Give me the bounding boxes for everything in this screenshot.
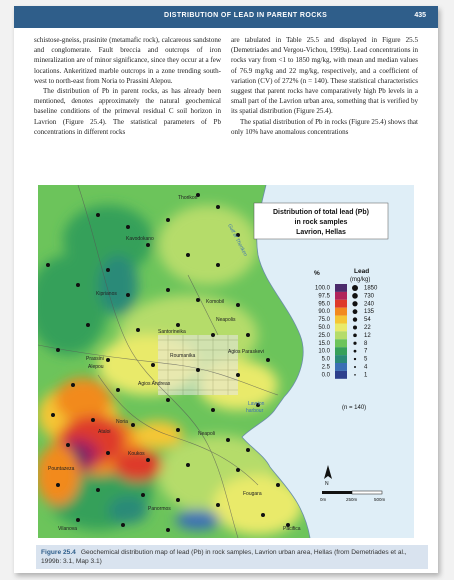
legend-percent: 50.0 [318,325,330,331]
svg-text:0m: 0m [320,497,327,502]
place-label: Pacifica [283,526,301,532]
legend-value: 22 [364,325,371,331]
place-label: Ataloi [98,429,111,435]
place-label: Fougara [243,491,262,497]
legend-value: 8 [364,340,368,347]
svg-text:500m: 500m [374,497,386,502]
paragraph: The spatial distribution of Pb in rocks (Figure 25.4) shows that only 10% have anomalous concentrations [231,117,418,136]
legend-value: 1 [364,372,368,379]
legend-symbol [353,325,357,329]
place-label: Agios Andreas [138,381,171,387]
running-header-title: DISTRIBUTION OF LEAD IN PARENT ROCKS [164,12,328,19]
legend-percent: 2.5 [321,364,330,371]
legend-percent-header: % [314,270,320,277]
legend-percent: 25.0 [318,332,330,339]
text-column-right [231,35,418,137]
map-title-line: in rock samples [294,219,348,226]
legend-swatch [335,371,347,379]
legend-swatch [335,324,347,332]
legend-value: 240 [364,301,375,308]
legend-symbol [353,334,357,338]
running-header [14,6,438,28]
place-label: Agios Paraskevi [228,349,264,355]
legend-value: 4 [364,364,368,371]
place-label: Pountazeza [48,466,75,472]
paragraph: The distribution of Pb in parent rocks, as has already been mentioned, denotes approximately the natural geochemical baseline conditions of the primeval residual C soil horizon in Lavrion (Figure 25.4). The statistical parameters of Pb concentrations in different rocks [34,87,221,136]
legend-value: 12 [364,332,371,339]
legend-percent: 97.5 [318,293,330,300]
legend-swatch [335,284,347,292]
legend-swatch [335,292,347,300]
place-label: Roumanika [170,353,196,359]
place-label: Komobil [206,299,225,305]
legend-percent: 5.0 [321,356,330,363]
legend-swatch [335,316,347,324]
text-column-left [34,35,221,137]
legend-value: 1850 [364,285,378,292]
legend-swatch [335,347,347,355]
legend-symbol [353,342,356,345]
legend-value: 7 [364,348,368,355]
place-label: Alepou [88,364,104,370]
paragraph: schistose-gneiss, prasinite (metamafic rock), calcareous sandstone and conglomerate. Fault breccia and outcrops of iron mineralization are of minor significance, since they occur at a few locations. Ankeritized marble outcrops in a zone trending south-west to north-east from Noria to Prassini Alepou. [34,36,221,85]
legend-value: 5 [364,356,368,363]
legend-symbol [352,301,357,306]
legend-percent: 90.0 [318,309,330,316]
place-label: Kiprianos [96,291,117,297]
figure-label: Figure 25.4 [41,549,76,556]
legend-symbol [353,317,357,321]
place-label: Prassini [86,356,104,362]
legend-symbol [354,374,356,376]
place-label: Vilanova [58,526,78,532]
place-label: Thorikon [178,195,198,201]
place-label: Kavodokano [126,236,154,242]
place-label: harbour [246,408,264,414]
place-label: Neapolis [216,317,236,323]
legend-symbol [352,285,358,291]
legend-percent: 100.0 [314,285,330,292]
legend-symbol [354,366,356,368]
legend-swatch [335,339,347,347]
map-title-line: Lavrion, Hellas [296,229,346,236]
svg-text:250m: 250m [346,497,358,502]
legend-swatch [335,355,347,363]
legend-symbol [354,350,357,353]
legend-percent: 10.0 [318,348,330,355]
page-number: 435 [414,12,426,19]
map-svg [38,185,414,538]
legend-swatch [335,363,347,371]
figure-caption [36,545,428,569]
place-label: Santorineika [158,329,186,335]
sample-count: (n = 140) [342,405,367,411]
legend-percent: 95.0 [318,301,330,308]
book-page [14,6,438,573]
lead-distribution-map [38,185,414,538]
map-title-line: Distribution of total lead (Pb) [272,209,370,216]
legend-value-header: Lead [354,268,370,275]
figure-caption-text: Geochemical distribution map of lead (Pb) in rock samples, Lavrion urban area, Hellas (from Demetriades et al., 1999b: 3.1, Map 3.1) [41,549,407,565]
legend-swatch [335,300,347,308]
place-label: Gulf of Thorikon [226,223,249,258]
legend-swatch [335,308,347,316]
legend-symbol [353,309,358,314]
svg-text:N: N [325,481,329,487]
paragraph: are tabulated in Table 25.5 and displayed in Figure 25.5 (Demetriades and Vergou-Vichou, 1999a). Lead concentrations in rocks vary from <1 to 1850 mg/kg, with mean and median values of 76.9 mg/kg and 22 mg/kg, respectively, and a coefficient of variation (CV) of 272% (n = 140). These statistical characteristics suggest that parent rocks have comparatively high Pb levels in a small part of the Lavrion urban area, something that is verified by its spatial distribution (Figure 25.4). [231,36,418,116]
place-label: Lavrion [248,401,265,407]
legend-percent: 15.0 [318,340,330,347]
legend-value: 135 [364,309,375,316]
legend-symbol [354,358,356,360]
legend-percent: 75.0 [318,317,330,324]
legend-swatch [335,331,347,339]
legend-value: 730 [364,293,375,300]
place-label: Neapoli [198,431,215,437]
legend-value-unit: (mg/kg) [350,277,371,283]
place-label: Panormos [148,506,171,512]
legend-percent: 0.0 [321,372,330,379]
place-label: Koukos [128,451,145,457]
legend-value: 54 [364,317,371,324]
legend-symbol [352,293,358,299]
place-label: Noria [116,419,128,425]
